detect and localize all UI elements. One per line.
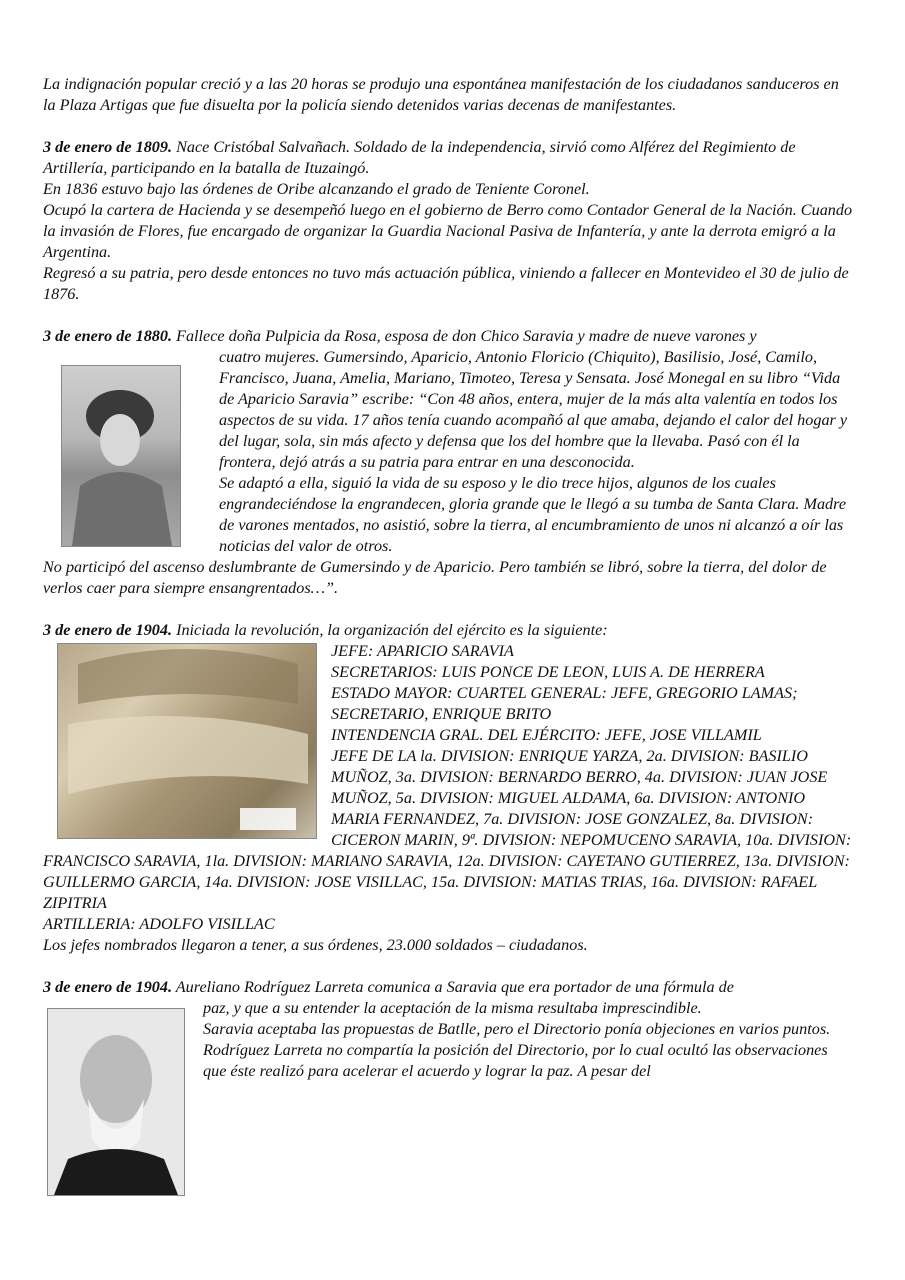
army-line: INTENDENCIA GRAL. DEL EJÉRCITO: JEFE, JOSE VILLAMIL (331, 726, 762, 744)
entry-text: paz, y que a su entender la aceptación de la misma resultaba imprescindible. (203, 999, 702, 1017)
army-line: ARTILLERIA: ADOLFO VISILLAC (43, 915, 275, 933)
entry-date: 3 de enero de 1809. (43, 138, 173, 156)
army-line: JEFE DE LA la. DIVISION: ENRIQUE YARZA, 2a. DIVISION: BASILIO MUÑOZ, 3a. DIVISION: BERNARDO BERRO, 4a. DIVISION: JUAN JOSE MUÑOZ, 5a. DIVISION: MIGUEL ALDAMA, 6a. DIVISION: ANTONIO MARIA FERNANDEZ, 7a. DIVISION: JOSE GONZALEZ, 8a. DIVISION: CICERON MARIN, 9ª. DIVISION: NEPOMUCENO SARAVIA, 10a. DIVISION: FRANCISCO SARAVIA, 1la. DIVISION: MARIANO SARAVIA, 12a. DIVISION: CAYETANO GUTIERREZ, 13a. DIVISION: GUILLERMO GARCIA, 14a. DIVISION: JOSE VISILLAC, 15a. DIVISION: MATIAS TRIAS, 16a. DIVISION: RAFAEL ZIPITRIA (43, 747, 852, 912)
army-line: ESTADO MAYOR: CUARTEL GENERAL: JEFE, GREGORIO LAMAS; SECRETARIO, ENRIQUE BRITO (331, 684, 798, 723)
entry-1904-army (43, 620, 855, 956)
entry-date: 3 de enero de 1880. (43, 327, 173, 345)
portrait-engraving-rodriguez-larreta (47, 1008, 185, 1196)
army-line: JEFE: APARICIO SARAVIA (331, 642, 514, 660)
portrait-photo-pulpicia (61, 365, 181, 547)
army-line: Los jefes nombrados llegaron a tener, a sus órdenes, 23.000 soldados – ciudadanos. (43, 936, 588, 954)
entry-date: 3 de enero de 1904. (43, 978, 173, 996)
army-line: SECRETARIOS: LUIS PONCE DE LEON, LUIS A. DE HERRERA (331, 663, 765, 681)
entry-text: En 1836 estuvo bajo las órdenes de Oribe alcanzando el grado de Teniente Coronel. (43, 180, 590, 198)
entry-1809 (43, 137, 855, 305)
entry-text: Se adaptó a ella, siguió la vida de su esposo y le dio trece hijos, algunos de los cuales engrandeciéndose la engrandecen, gloria grande que le llegó a su tumba de Santa Clara. Madre de varones mentados, no asistió, sobre la tierra, al encumbramiento de unos ni alcanzó a oír las noticias del valor de otros. (219, 474, 847, 555)
paragraph-manifestation: La indignación popular creció y a las 20 horas se produjo una espontánea manifestación de los ciudadanos sanduceros en la Plaza Artigas que fue disuelta por la policía siendo detenidos varias decenas de manifestantes. (43, 75, 839, 114)
entry-date: 3 de enero de 1904. (43, 621, 173, 639)
entry-text: No participó del ascenso deslumbrante de Gumersindo y de Aparicio. Pero también se libró, sobre la tierra, del dolor de verlos caer para siempre ensangrentados…”. (43, 558, 827, 597)
document-page (43, 74, 855, 1196)
entry-1904-peace (43, 977, 855, 1082)
entry-1880 (43, 326, 855, 599)
entry-text: Iniciada la revolución, la organización del ejército es la siguiente: (172, 621, 608, 639)
entry-text: Rodríguez Larreta no compartía la posición del Directorio, por lo cual ocultó las observaciones que éste realizó para acelerar el acuerdo y lograr la paz. A pesar del (203, 1041, 828, 1080)
entry-text: Regresó a su patria, pero desde entonces no tuvo más actuación pública, viniendo a fallecer en Montevideo el 30 de julio de 1876. (43, 264, 849, 303)
entry-text: Saravia aceptaba las propuestas de Batlle, pero el Directorio ponía objeciones en varios puntos. (203, 1020, 831, 1038)
entry-text: Ocupó la cartera de Hacienda y se desempeñó luego en el gobierno de Berro como Contador General de la Nación. Cuando la invasión de Flores, fue encargado de organizar la Guardia Nacional Pasiva de Infantería, y ante la derrota emigró a la Argentina. (43, 201, 853, 261)
entry-text: Nace Cristóbal Salvañach. Soldado de la independencia, sirvió como Alférez del Regimiento de Artillería, participando en la batalla de Ituzaingó. (43, 138, 796, 177)
entry-text: Aureliano Rodríguez Larreta comunica a Saravia que era portador de una fórmula de (172, 978, 734, 996)
entry-text: cuatro mujeres. Gumersindo, Aparicio, Antonio Floricio (Chiquito), Basilisio, José, Camilo, Francisco, Juana, Amelia, Mariano, Timoteo, Teresa y Sensata. José Monegal en su libro “Vida de Aparicio Saravia” escribe: “Con 48 años, entera, mujer de la más alta valentía en todos los aspectos de su vida. 17 años tenía cuando acompañó al que amaba, dejando el calor del hogar y del lugar, sola, sin más afecto y defensa que los del hombre que la llevaba. Pasó con él la frontera, dejó atrás a su patria para entrar en una desconocida. (219, 348, 848, 471)
entry-text: Fallece doña Pulpicia da Rosa, esposa de don Chico Saravia y madre de nueve varones y (172, 327, 757, 345)
flag-photo (57, 643, 317, 839)
